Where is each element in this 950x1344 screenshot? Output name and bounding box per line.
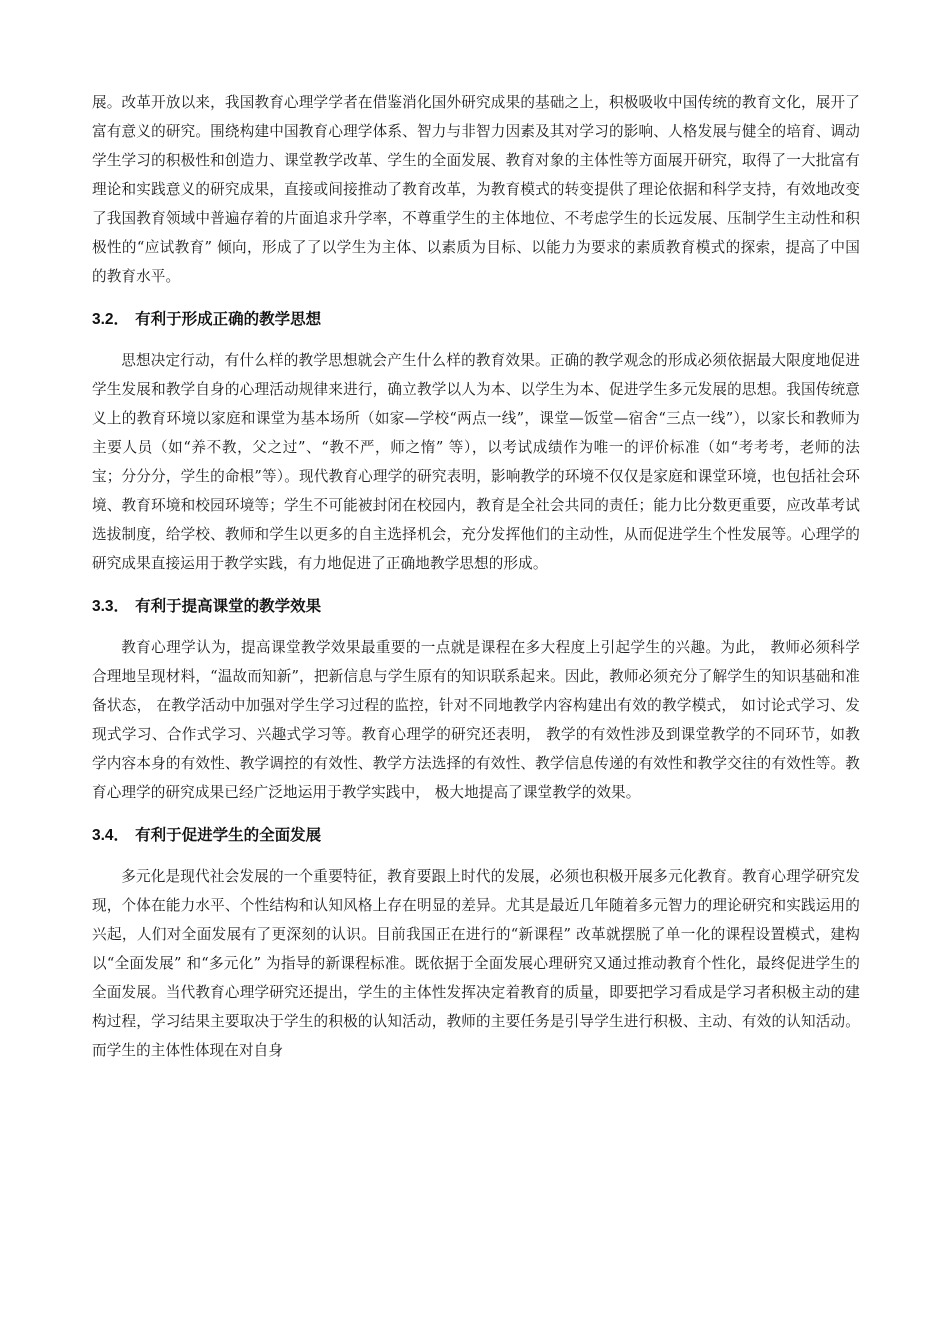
document-page (92, 88, 860, 1065)
section-number: 3.3． (92, 598, 130, 615)
section-title: 有利于提高课堂的教学效果 (135, 597, 322, 615)
paragraph-teaching-thought: 思想决定行动，有什么样的教学思想就会产生什么样的教育效果。正确的教学观念的形成必须依据最大限度地促进学生发展和教学自身的心理活动规律来进行，确立教学以人为本、以学生为本、促进学生多元发展的思想。我国传统意义上的教育环境以家庭和课堂为基本场所（如家—学校“两点一线”，课堂—饭堂—宿舍“三点一线”），以家长和教师为主要人员（如“养不教，父之过”、“教不严，师之惰” 等），以考试成绩作为唯一的评价标准（如“考考考，老师的法宝；分分分，学生的命根”等）。现代教育心理学的研究表明，影响教学的环境不仅仅是家庭和课堂环境，也包括社会环境、教育环境和校园环境等；学生不可能被封闭在校园内，教育是全社会共同的责任；能力比分数更重要，应改革考试选拔制度，给学校、教师和学生以更多的自主选择机会，充分发挥他们的主动性，从而促进学生个性发展等。心理学的研究成果直接运用于教学实践，有力地促进了正确地教学思想的形成。 (92, 352, 860, 572)
section-heading-3-2 (92, 308, 860, 331)
section-number: 3.2． (92, 311, 130, 328)
paragraph-continuation: 展。改革开放以来，我国教育心理学学者在借鉴消化国外研究成果的基础之上，积极吸收中国传统的教育文化，展开了富有意义的研究。围绕构建中国教育心理学体系、智力与非智力因素及其对学习的影响、人格发展与健全的培育、调动学生学习的积极性和创造力、课堂教学改革、学生的全面发展、教育对象的主体性等方面展开研究，取得了一大批富有理论和实践意义的研究成果，直接或间接推动了教育改革，为教育模式的转变提供了理论依据和科学支持，有效地改变了我国教育领域中普遍存着的片面追求升学率，不尊重学生的主体地位、不考虑学生的长远发展、压制学生主动性和积极性的“应试教育” 倾向，形成了了以学生为主体、以素质为目标、以能力为要求的素质教育模式的探索，提高了中国的教育水平。 (92, 94, 860, 285)
section-number: 3.4． (92, 827, 130, 844)
section-title: 有利于促进学生的全面发展 (135, 826, 322, 844)
section-heading-3-4 (92, 824, 860, 847)
paragraph-teaching-effect: 教育心理学认为，提高课堂教学效果最重要的一点就是课程在多大程度上引起学生的兴趣。为此， 教师必须科学合理地呈现材料，“温故而知新”，把新信息与学生原有的知识联系起来。因此，教师必须充分了解学生的知识基础和准备状态， 在教学活动中加强对学生学习过程的监控，针对不同地教学内容构建出有效的教学模式， 如讨论式学习、发现式学习、合作式学习、兴趣式学习等。教育心理学的研究还表明， 教学的有效性涉及到课堂教学的不同环节，如教学内容本身的有效性、教学调控的有效性、教学方法选择的有效性、教学信息传递的有效性和教学交往的有效性等。教育心理学的研究成果已经广泛地运用于教学实践中， 极大地提高了课堂教学的效果。 (92, 639, 860, 801)
section-heading-3-3 (92, 595, 860, 618)
section-title: 有利于形成正确的教学思想 (135, 310, 322, 328)
paragraph-all-round-development: 多元化是现代社会发展的一个重要特征，教育要跟上时代的发展，必须也积极开展多元化教育。教育心理学研究发现，个体在能力水平、个性结构和认知风格上存在明显的差异。尤其是最近几年随着多元智力的理论研究和实践运用的兴起，人们对全面发展有了更深刻的认识。目前我国正在进行的“新课程” 改革就摆脱了单一化的课程设置模式，建构以“全面发展” 和“多元化” 为指导的新课程标准。既依据于全面发展心理研究又通过推动教育个性化，最终促进学生的全面发展。当代教育心理学研究还提出，学生的主体性发挥决定着教育的质量，即要把学习看成是学习者积极主动的建构过程，学习结果主要取决于学生的积极的认知活动，教师的主要任务是引导学生进行积极、主动、有效的认知活动。而学生的主体性体现在对自身 (92, 868, 860, 1059)
